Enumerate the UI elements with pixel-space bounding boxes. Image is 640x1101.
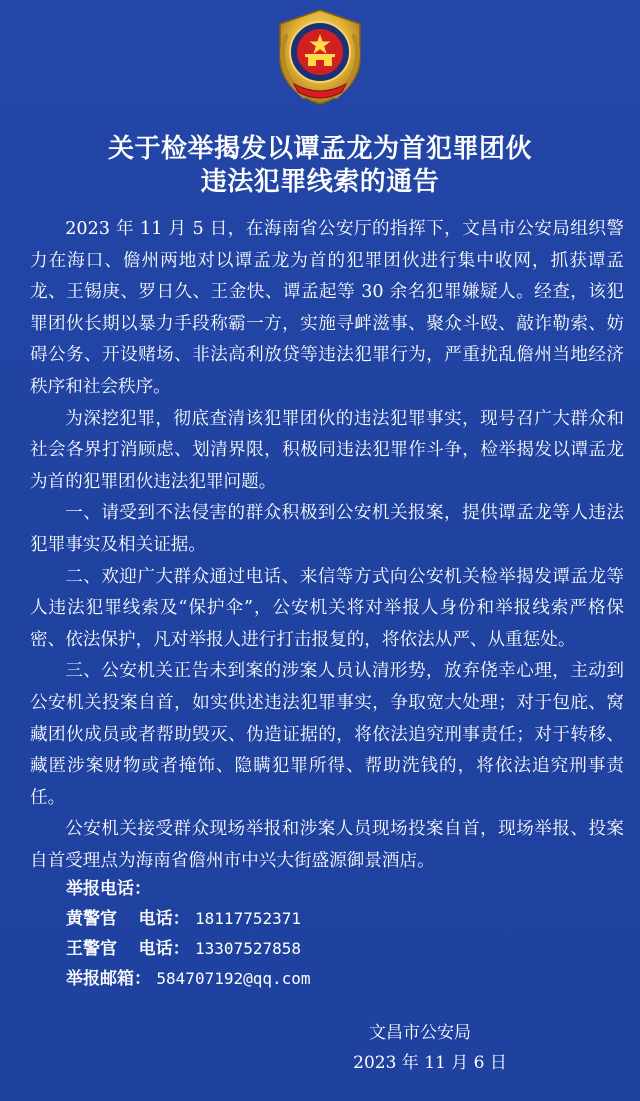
contact-heading-row <box>66 875 566 904</box>
paragraph-item-3: 三、公安机关正告未到案的涉案人员认清形势，放弃侥幸心理，主动到公安机关投案自首，如实供述违法犯罪事实，争取宽大处理；对于包庇、窝藏团伙成员或者帮助毁灭、伪造证据的，将依法追究刑事责任；对于转移、藏匿涉案财物或者掩饰、隐瞒犯罪所得、帮助洗钱的，将依法追究刑事责任。 <box>30 661 624 808</box>
contact-email-row <box>66 964 566 994</box>
signature-date: 2023 年 11 月 6 日 <box>353 1053 507 1073</box>
officer-1-phone[interactable]: 18117752371 <box>195 909 301 928</box>
officer-2-name: 王警官 <box>66 939 117 959</box>
paragraph-item-1: 一、请受到不法侵害的群众积极到公安机关报案，提供谭孟龙等人违法犯罪事实及相关证据。 <box>30 503 624 555</box>
paragraph-reporting-location: 公安机关接受群众现场举报和涉案人员现场投案自首，现场举报、投案自首受理点为海南省儋州市中兴大街盛源御景酒店。 <box>30 819 624 871</box>
paragraph-appeal: 为深挖犯罪，彻底查清该犯罪团伙的违法犯罪事实，现号召广大群众和社会各界打消顾虑、划清界限，积极同违法犯罪作斗争，检举揭发以谭孟龙为首的犯罪团伙违法犯罪问题。 <box>30 408 624 492</box>
report-email[interactable]: 584707192@qq.com <box>156 969 311 988</box>
contact-officer-1 <box>66 904 566 934</box>
paragraph-intro: 2023 年 11 月 5 日，在海南省公安厅的指挥下，文昌市公安局组织警力在海口、儋州两地对以谭孟龙为首的犯罪团伙进行集中收网，抓获谭孟龙、王锡庚、罗日久、王金快、谭孟起等 30 余名犯罪嫌疑人。经查，该犯罪团伙长期以暴力手段称霸一方，实施寻衅滋事、聚众斗殴、敲诈勒索、妨碍公务、开设赌场、非法高利放贷等违法犯罪行为，严重扰乱儋州当地经济秩序和社会秩序。 <box>30 219 624 397</box>
signature-organization: 文昌市公安局 <box>369 1023 471 1043</box>
contact-officer-2 <box>66 934 566 964</box>
phone-heading: 举报电话： <box>66 879 151 899</box>
email-label: 举报邮箱： <box>66 969 151 989</box>
notice-title-line-2: 违法犯罪线索的通告 <box>200 167 440 197</box>
officer-1-name: 黄警官 <box>66 909 117 929</box>
officer-2-phone-label: 电话： <box>138 939 190 959</box>
notice-body <box>30 214 624 877</box>
contact-block <box>66 875 566 994</box>
officer-2-phone[interactable]: 13307527858 <box>195 939 301 958</box>
officer-1-phone-label: 电话： <box>138 909 190 929</box>
paragraph-item-2: 二、欢迎广大群众通过电话、来信等方式向公安机关检举揭发谭孟龙等人违法犯罪线索及“保护伞”，公安机关将对举报人身份和举报线索严格保密、依法保护，凡对举报人进行打击报复的，将依法从严、从重惩处。 <box>30 566 624 650</box>
police-emblem-icon <box>268 6 372 108</box>
notice-title-line-1: 关于检举揭发以谭孟龙为首犯罪团伙 <box>107 134 532 164</box>
